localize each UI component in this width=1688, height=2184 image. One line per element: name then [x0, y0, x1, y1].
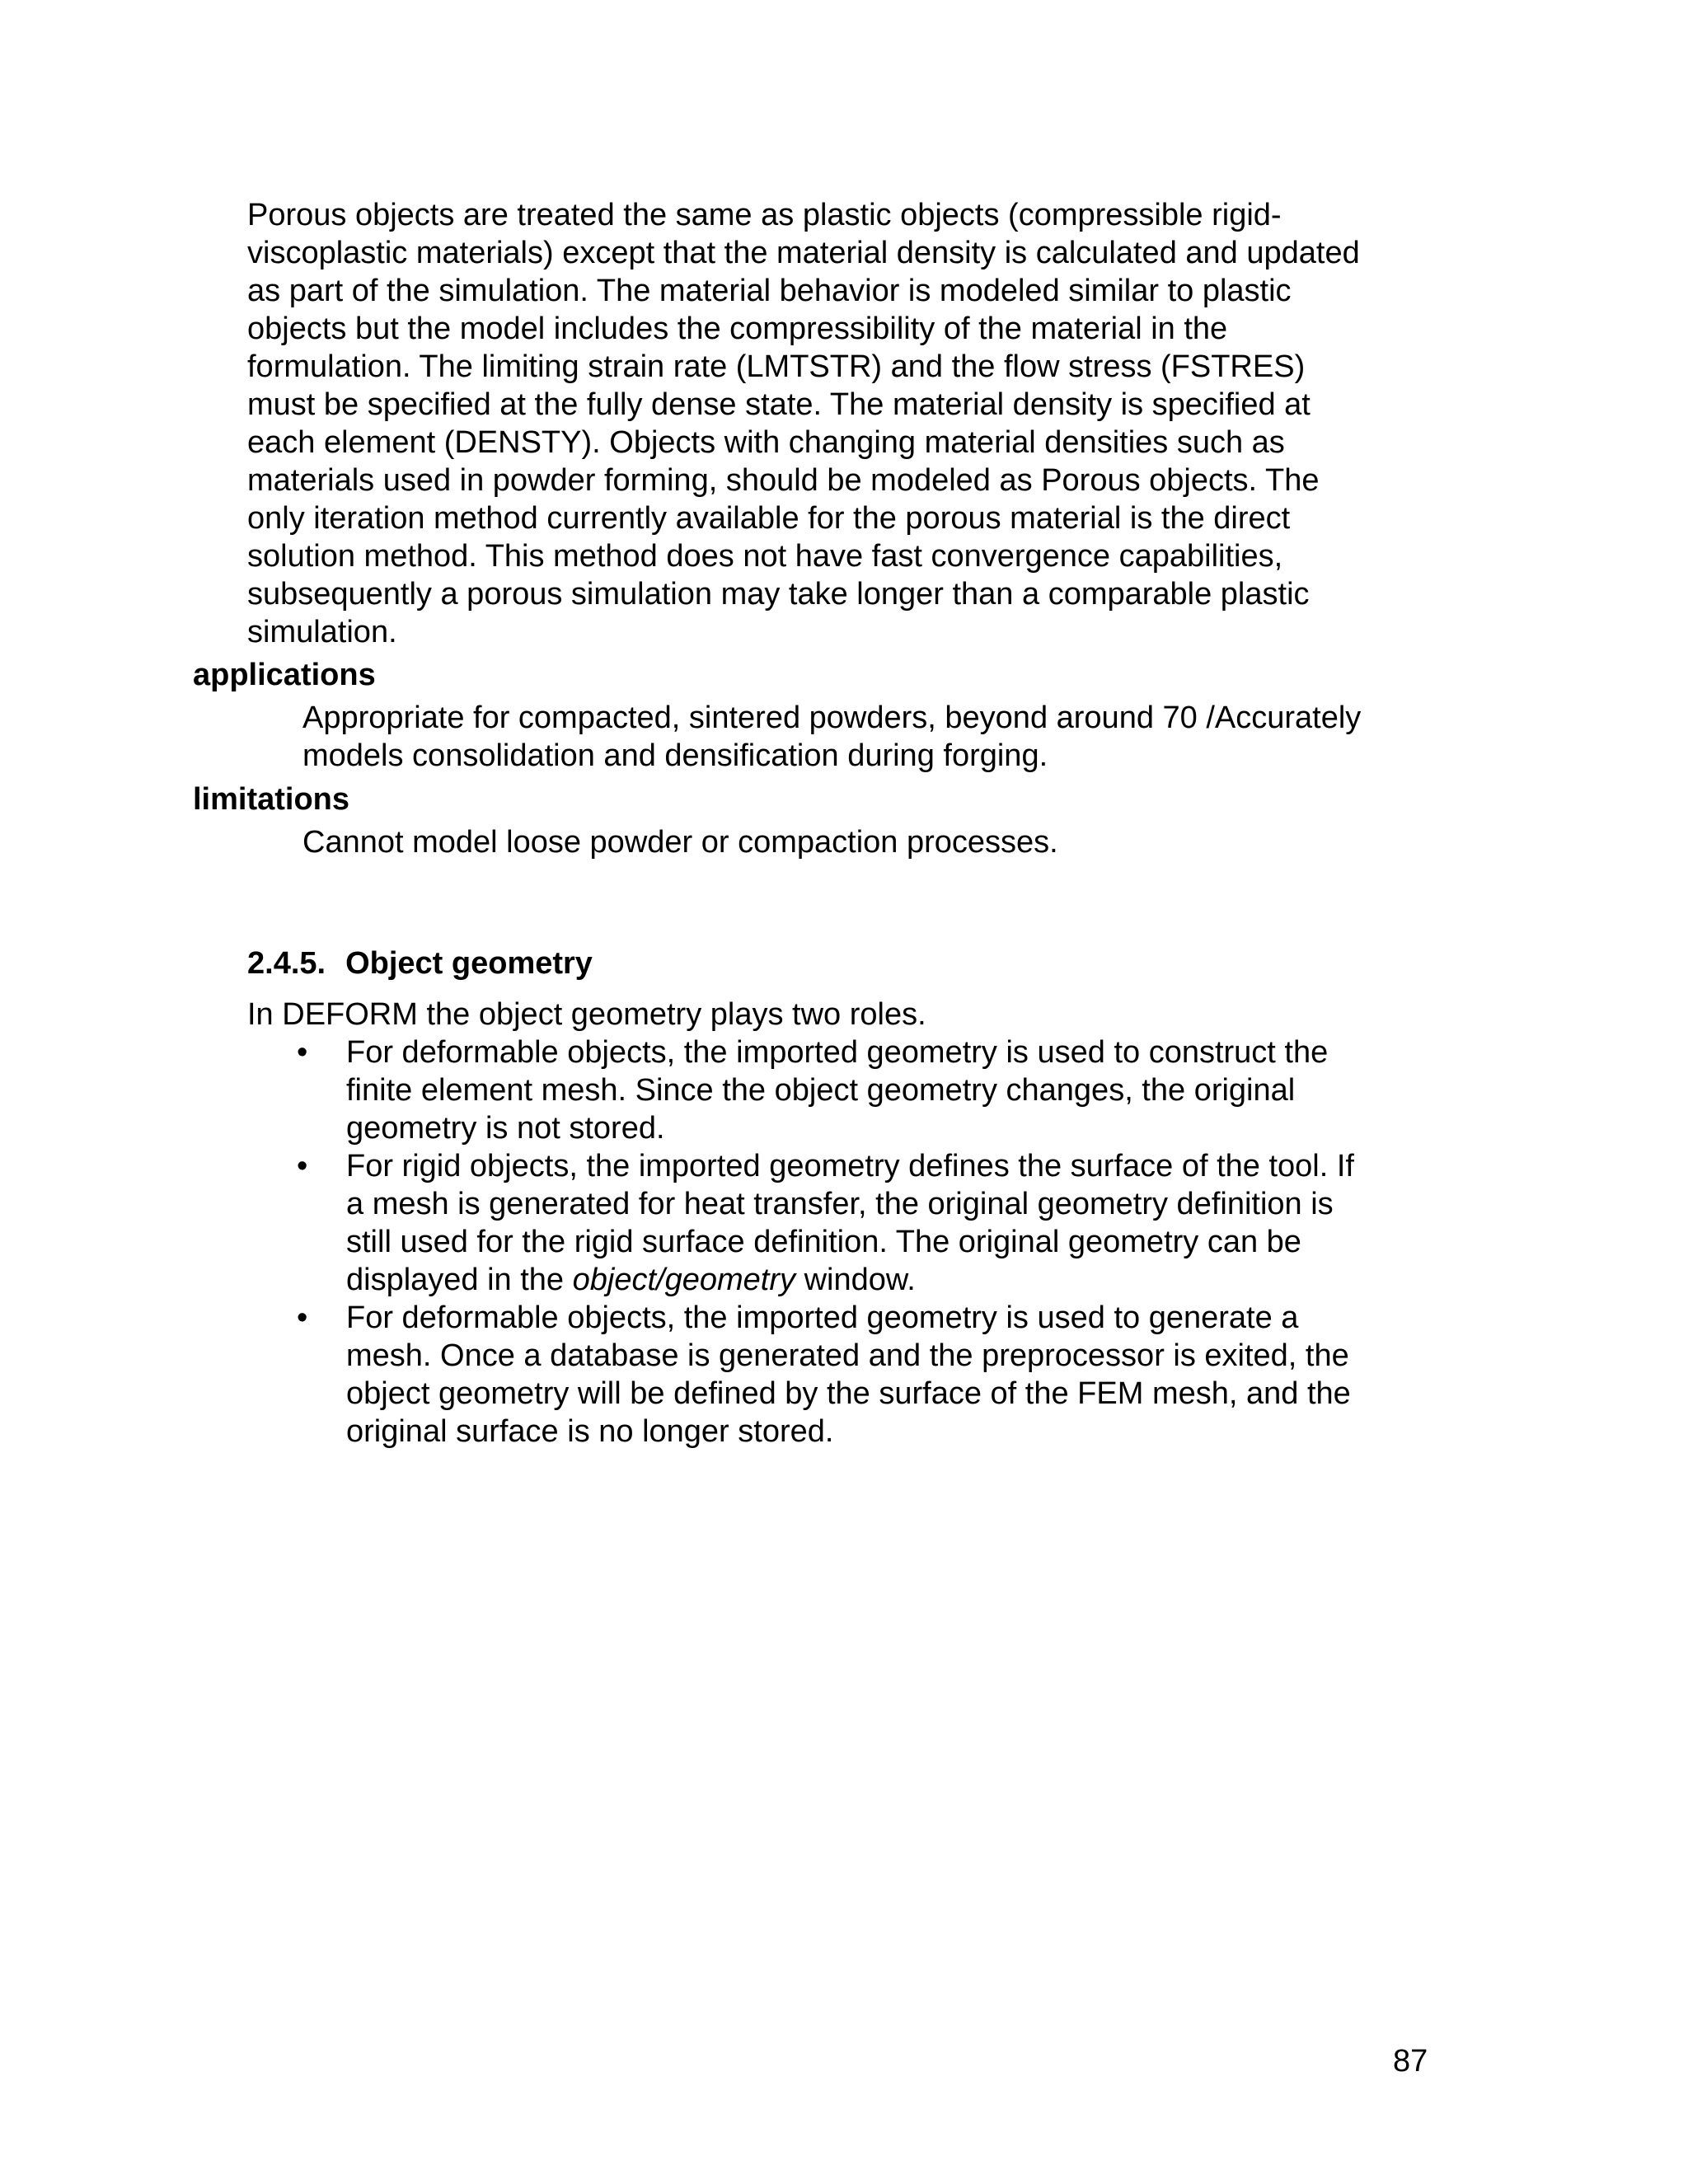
bullet-line: For deformable objects, the imported geometry is used to construct the: [346, 1035, 1329, 1070]
limitations-heading: limitations: [193, 782, 350, 817]
paragraph-line: materials used in powder forming, should be modeled as Porous objects. The: [247, 463, 1320, 498]
limitations-text: Cannot model loose powder or compaction processes.: [302, 825, 1058, 860]
intro-paragraph: [247, 196, 1451, 651]
page-number: 87: [1393, 2044, 1428, 2079]
list-item: [297, 1147, 1467, 1299]
applications-heading: applications: [193, 658, 376, 692]
window-name-italic: object/geometry: [572, 1263, 796, 1297]
applications-text: [302, 699, 1456, 775]
list-item: [297, 1299, 1467, 1451]
section-intro: In DEFORM the object geometry plays two roles.: [247, 997, 926, 1032]
section-heading: [247, 944, 593, 982]
applications-line: models consolidation and densification during forging.: [302, 738, 1048, 773]
bullet-line: For rigid objects, the imported geometry defines the surface of the tool. If: [346, 1149, 1354, 1183]
paragraph-line: subsequently a porous simulation may take longer than a comparable plastic: [247, 577, 1310, 612]
bullet-line: [346, 1261, 1467, 1299]
bullet-line: mesh. Once a database is generated and the preprocessor is exited, the: [346, 1338, 1349, 1373]
paragraph-line: solution method. This method does not have fast convergence capabilities,: [247, 539, 1283, 574]
bullet-line: a mesh is generated for heat transfer, the original geometry definition is: [346, 1187, 1334, 1221]
bullet-icon: •: [297, 1035, 308, 1070]
bullet-line: For deformable objects, the imported geometry is used to generate a: [346, 1301, 1299, 1335]
paragraph-line: each element (DENSTY). Objects with changing material densities such as: [247, 425, 1285, 460]
paragraph-line: formulation. The limiting strain rate (LMTSTR) and the flow stress (FSTRES): [247, 349, 1306, 384]
bullet-icon: •: [297, 1301, 308, 1335]
applications-line: Appropriate for compacted, sintered powders, beyond around 70 /Accurately: [302, 701, 1362, 735]
bullet-line: original surface is no longer stored.: [346, 1414, 834, 1449]
bullet-line: geometry is not stored.: [346, 1111, 665, 1146]
section-number: 2.4.5.: [247, 946, 326, 981]
bullet-text: window.: [795, 1263, 916, 1297]
bullet-text: displayed in the: [346, 1263, 573, 1297]
bullet-line: object geometry will be defined by the surface of the FEM mesh, and the: [346, 1376, 1351, 1411]
paragraph-line: only iteration method currently available for the porous material is the direct: [247, 501, 1291, 536]
bullet-line: still used for the rigid surface definition. The original geometry can be: [346, 1225, 1301, 1259]
paragraph-line: objects but the model includes the compressibility of the material in the: [247, 312, 1228, 346]
list-item: [297, 1033, 1467, 1147]
paragraph-line: as part of the simulation. The material behavior is modeled similar to plastic: [247, 274, 1292, 308]
bullet-icon: •: [297, 1149, 308, 1183]
paragraph-line: must be specified at the fully dense state. The material density is specified at: [247, 387, 1311, 422]
paragraph-line: Porous objects are treated the same as plastic objects (compressible rigid-: [247, 198, 1282, 232]
paragraph-line: simulation.: [247, 615, 397, 649]
section-title: Object geometry: [345, 946, 593, 981]
bullet-list: [297, 1033, 1467, 1451]
paragraph-line: viscoplastic materials) except that the material density is calculated and updated: [247, 236, 1360, 270]
bullet-line: finite element mesh. Since the object geometry changes, the original: [346, 1073, 1296, 1108]
